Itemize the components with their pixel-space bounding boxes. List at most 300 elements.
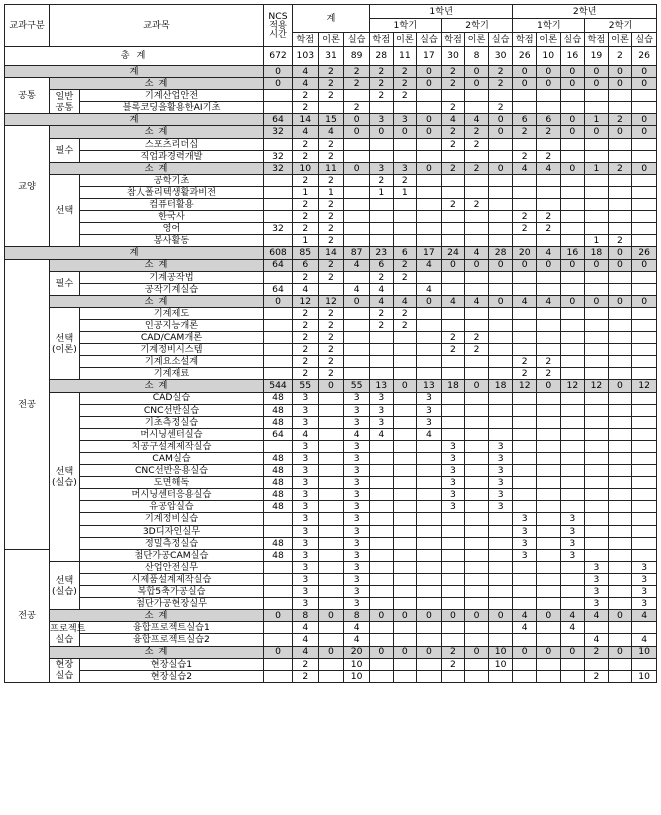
value-cell: [318, 658, 344, 670]
value-cell: 2: [370, 307, 394, 319]
value-cell: 3: [560, 537, 585, 549]
value-cell: 2: [441, 646, 465, 658]
value-cell: [393, 332, 417, 344]
value-cell: 3: [292, 598, 318, 610]
value-cell: [465, 489, 489, 501]
value-cell: [417, 501, 442, 513]
value-cell: [318, 525, 344, 537]
value-cell: [585, 283, 609, 295]
value-cell: [560, 598, 585, 610]
minor-category-cell: [49, 90, 79, 114]
value-cell: [393, 489, 417, 501]
value-cell: [585, 392, 609, 404]
value-cell: [585, 344, 609, 356]
value-cell: 3: [292, 416, 318, 428]
subject-name: 스포츠리더십: [79, 138, 263, 150]
value-cell: [585, 186, 609, 198]
value-cell: 3: [292, 489, 318, 501]
value-cell: [393, 525, 417, 537]
subject-row: [5, 537, 657, 549]
value-cell: 0: [465, 646, 489, 658]
grand-total-cell: 89: [344, 47, 370, 66]
subject-row: [5, 416, 657, 428]
value-cell: [608, 537, 632, 549]
value-cell: [417, 235, 442, 247]
value-cell: 12: [585, 380, 609, 392]
value-cell: [560, 573, 585, 585]
value-cell: [537, 501, 561, 513]
value-cell: [585, 102, 609, 114]
value-cell: [417, 440, 442, 452]
value-cell: [560, 332, 585, 344]
value-cell: 1: [292, 186, 318, 198]
value-cell: [537, 235, 561, 247]
value-cell: [632, 477, 657, 489]
value-cell: 4: [465, 247, 489, 259]
value-cell: [560, 223, 585, 235]
value-cell: [608, 404, 632, 416]
value-cell: [560, 477, 585, 489]
value-cell: 2: [344, 66, 370, 78]
value-cell: [585, 271, 609, 283]
value-cell: [441, 598, 465, 610]
value-cell: 48: [264, 489, 293, 501]
value-cell: 3: [344, 489, 370, 501]
value-cell: 2: [318, 319, 344, 331]
value-cell: [465, 453, 489, 465]
header-ncs-line2: 적용: [269, 19, 287, 31]
value-cell: 2: [292, 271, 318, 283]
value-cell: 48: [264, 416, 293, 428]
value-cell: [513, 283, 537, 295]
value-cell: [370, 344, 394, 356]
value-cell: [264, 186, 293, 198]
value-cell: 0: [417, 78, 442, 90]
value-cell: [441, 416, 465, 428]
value-cell: 2: [441, 138, 465, 150]
value-cell: [264, 368, 293, 380]
value-cell: [370, 235, 394, 247]
value-cell: 3: [488, 501, 513, 513]
value-cell: [417, 670, 442, 682]
value-cell: [465, 102, 489, 114]
value-cell: [488, 307, 513, 319]
value-cell: [370, 658, 394, 670]
value-cell: [585, 622, 609, 634]
value-cell: [513, 670, 537, 682]
value-cell: 0: [608, 259, 632, 271]
total-label: 계: [5, 114, 264, 126]
minor-category-label: 실습: [55, 670, 74, 682]
value-cell: 2: [441, 102, 465, 114]
value-cell: [608, 513, 632, 525]
value-cell: [264, 658, 293, 670]
header-y2s2-practice: 실습: [632, 33, 657, 47]
value-cell: [264, 235, 293, 247]
value-cell: [344, 368, 370, 380]
value-cell: [264, 573, 293, 585]
value-cell: [585, 513, 609, 525]
value-cell: 12: [560, 380, 585, 392]
value-cell: [393, 513, 417, 525]
value-cell: [560, 211, 585, 223]
minor-category-cell: [49, 307, 79, 380]
value-cell: [393, 150, 417, 162]
value-cell: [441, 356, 465, 368]
value-cell: [632, 344, 657, 356]
value-cell: 12: [513, 380, 537, 392]
value-cell: [537, 477, 561, 489]
value-cell: [560, 319, 585, 331]
value-cell: [608, 453, 632, 465]
value-cell: [560, 440, 585, 452]
value-cell: [441, 90, 465, 102]
value-cell: 48: [264, 501, 293, 513]
value-cell: [417, 525, 442, 537]
value-cell: 0: [560, 78, 585, 90]
value-cell: 1: [318, 186, 344, 198]
value-cell: 0: [465, 66, 489, 78]
value-cell: [393, 392, 417, 404]
value-cell: [393, 416, 417, 428]
value-cell: [632, 271, 657, 283]
value-cell: 3: [488, 477, 513, 489]
subject-name: 공작기계실습: [79, 283, 263, 295]
value-cell: [608, 598, 632, 610]
value-cell: 0: [513, 78, 537, 90]
value-cell: [393, 465, 417, 477]
value-cell: [488, 319, 513, 331]
value-cell: [488, 622, 513, 634]
value-cell: [608, 622, 632, 634]
value-cell: 0: [608, 247, 632, 259]
value-cell: [465, 392, 489, 404]
value-cell: [585, 307, 609, 319]
grand-total-label: 총 계: [5, 47, 264, 66]
curriculum-table-container: [4, 4, 657, 683]
value-cell: [393, 344, 417, 356]
value-cell: 64: [264, 114, 293, 126]
value-cell: 0: [417, 114, 442, 126]
value-cell: 4: [292, 622, 318, 634]
value-cell: [513, 598, 537, 610]
subject-name: 3D디자인실무: [79, 525, 263, 537]
value-cell: 2: [292, 223, 318, 235]
value-cell: [488, 223, 513, 235]
value-cell: [370, 102, 394, 114]
value-cell: 0: [537, 66, 561, 78]
value-cell: 0: [560, 646, 585, 658]
value-cell: [344, 307, 370, 319]
header-ncs-line3: 시간: [269, 29, 287, 41]
subtotal-row: [5, 610, 657, 622]
subtotal-row: [5, 259, 657, 271]
value-cell: 2: [292, 211, 318, 223]
header-category: 교과구분: [5, 5, 50, 47]
minor-category-label: 선택: [55, 465, 74, 477]
value-cell: [465, 404, 489, 416]
value-cell: 2: [537, 223, 561, 235]
value-cell: 4: [292, 283, 318, 295]
value-cell: 4: [344, 622, 370, 634]
value-cell: [393, 138, 417, 150]
value-cell: [585, 199, 609, 211]
value-cell: 0: [585, 126, 609, 138]
subject-row: [5, 598, 657, 610]
value-cell: [488, 404, 513, 416]
value-cell: [488, 586, 513, 598]
value-cell: [441, 368, 465, 380]
value-cell: 48: [264, 404, 293, 416]
value-cell: [632, 319, 657, 331]
value-cell: [264, 440, 293, 452]
value-cell: 0: [513, 66, 537, 78]
subject-name: 참人폴리텍생활과비전: [79, 186, 263, 198]
value-cell: 0: [264, 610, 293, 622]
grand-total-cell: 26: [632, 47, 657, 66]
value-cell: [632, 658, 657, 670]
value-cell: [465, 501, 489, 513]
value-cell: [560, 174, 585, 186]
subtotal-label: 소 계: [49, 295, 263, 307]
minor-category-label: (실습): [51, 476, 77, 488]
value-cell: [488, 199, 513, 211]
value-cell: [608, 199, 632, 211]
value-cell: [560, 186, 585, 198]
grand-total-cell: 31: [318, 47, 344, 66]
minor-category-label: 일반: [55, 90, 74, 102]
value-cell: [465, 356, 489, 368]
minor-category-label: 프로젝트: [49, 622, 86, 634]
value-cell: [537, 90, 561, 102]
value-cell: 4: [370, 295, 394, 307]
value-cell: [513, 465, 537, 477]
value-cell: 3: [344, 573, 370, 585]
value-cell: [585, 477, 609, 489]
value-cell: [264, 356, 293, 368]
value-cell: 4: [370, 428, 394, 440]
value-cell: 0: [393, 380, 417, 392]
value-cell: [513, 271, 537, 283]
value-cell: [608, 477, 632, 489]
value-cell: [537, 271, 561, 283]
value-cell: 16: [560, 247, 585, 259]
value-cell: 48: [264, 392, 293, 404]
value-cell: 2: [370, 90, 394, 102]
value-cell: [465, 416, 489, 428]
value-cell: 3: [292, 561, 318, 573]
value-cell: [441, 404, 465, 416]
value-cell: [632, 465, 657, 477]
value-cell: [560, 489, 585, 501]
value-cell: [441, 319, 465, 331]
subject-row: [5, 670, 657, 682]
value-cell: [513, 186, 537, 198]
value-cell: 0: [264, 66, 293, 78]
value-cell: [585, 368, 609, 380]
value-cell: 2: [370, 271, 394, 283]
value-cell: 3: [292, 392, 318, 404]
value-cell: [488, 416, 513, 428]
header-y1s1-practice: 실습: [417, 33, 442, 47]
value-cell: 0: [537, 610, 561, 622]
value-cell: [608, 586, 632, 598]
value-cell: 0: [344, 295, 370, 307]
value-cell: 2: [292, 332, 318, 344]
subject-name: CNC선반실습: [79, 404, 263, 416]
value-cell: [632, 307, 657, 319]
value-cell: [608, 368, 632, 380]
minor-category-label: (이론): [51, 343, 77, 355]
value-cell: [417, 356, 442, 368]
value-cell: [488, 344, 513, 356]
value-cell: 3: [344, 465, 370, 477]
value-cell: 2: [465, 126, 489, 138]
value-cell: 3: [292, 453, 318, 465]
value-cell: [417, 573, 442, 585]
value-cell: 0: [560, 66, 585, 78]
value-cell: 87: [344, 247, 370, 259]
value-cell: [264, 634, 293, 646]
value-cell: [393, 634, 417, 646]
value-cell: [318, 634, 344, 646]
value-cell: [465, 186, 489, 198]
value-cell: [393, 356, 417, 368]
subject-name: 공학기초: [79, 174, 263, 186]
minor-category-label: 필수: [55, 277, 74, 289]
value-cell: 2: [292, 670, 318, 682]
value-cell: [441, 307, 465, 319]
value-cell: 0: [264, 646, 293, 658]
value-cell: 6: [537, 114, 561, 126]
value-cell: [393, 549, 417, 561]
value-cell: [393, 561, 417, 573]
value-cell: 2: [292, 150, 318, 162]
subject-row: [5, 271, 657, 283]
value-cell: 2: [292, 307, 318, 319]
value-cell: 3: [370, 404, 394, 416]
value-cell: 18: [441, 380, 465, 392]
value-cell: [632, 356, 657, 368]
value-cell: [632, 138, 657, 150]
value-cell: [537, 670, 561, 682]
value-cell: 4: [318, 126, 344, 138]
value-cell: 3: [488, 453, 513, 465]
value-cell: 3: [513, 525, 537, 537]
value-cell: 2: [370, 78, 394, 90]
subject-row: [5, 561, 657, 573]
subject-name: 기계재료: [79, 368, 263, 380]
subject-row: [5, 392, 657, 404]
value-cell: 3: [488, 440, 513, 452]
subtotal-row: [5, 295, 657, 307]
value-cell: [632, 90, 657, 102]
value-cell: [393, 223, 417, 235]
value-cell: [393, 573, 417, 585]
value-cell: [393, 598, 417, 610]
value-cell: 0: [608, 610, 632, 622]
value-cell: [417, 332, 442, 344]
value-cell: [560, 307, 585, 319]
value-cell: [465, 235, 489, 247]
value-cell: 2: [537, 368, 561, 380]
header-total-credit: 학점: [292, 33, 318, 47]
value-cell: [537, 573, 561, 585]
value-cell: 3: [344, 586, 370, 598]
value-cell: 3: [344, 598, 370, 610]
value-cell: 2: [393, 174, 417, 186]
value-cell: 4: [417, 283, 442, 295]
value-cell: [488, 174, 513, 186]
value-cell: 0: [608, 66, 632, 78]
value-cell: 2: [318, 66, 344, 78]
value-cell: 0: [608, 380, 632, 392]
subtotal-label: 소 계: [49, 162, 263, 174]
value-cell: 3: [441, 489, 465, 501]
subject-name: 기계산업안전: [79, 90, 263, 102]
value-cell: [370, 634, 394, 646]
value-cell: [488, 392, 513, 404]
value-cell: [513, 561, 537, 573]
value-cell: [370, 211, 394, 223]
subtotal-row: [5, 78, 657, 90]
value-cell: 0: [585, 259, 609, 271]
value-cell: 4: [370, 283, 394, 295]
value-cell: 0: [608, 126, 632, 138]
value-cell: 0: [560, 162, 585, 174]
value-cell: [608, 392, 632, 404]
value-cell: [318, 670, 344, 682]
value-cell: [465, 174, 489, 186]
value-cell: [417, 174, 442, 186]
value-cell: 2: [292, 174, 318, 186]
value-cell: 2: [608, 162, 632, 174]
header-y2s1-theory: 이론: [537, 33, 561, 47]
value-cell: [560, 428, 585, 440]
value-cell: [585, 138, 609, 150]
value-cell: 3: [393, 114, 417, 126]
value-cell: [488, 561, 513, 573]
value-cell: 3: [370, 114, 394, 126]
value-cell: [608, 634, 632, 646]
subject-name: 복합5축가공실습: [79, 586, 263, 598]
value-cell: [585, 319, 609, 331]
value-cell: 0: [488, 162, 513, 174]
value-cell: 10: [632, 670, 657, 682]
value-cell: 20: [344, 646, 370, 658]
value-cell: [417, 658, 442, 670]
value-cell: 1: [370, 186, 394, 198]
value-cell: [370, 525, 394, 537]
subject-name: 산업안전실무: [79, 561, 263, 573]
header-year2: 2학년: [513, 5, 657, 19]
value-cell: 0: [465, 610, 489, 622]
value-cell: [537, 138, 561, 150]
value-cell: 4: [465, 295, 489, 307]
value-cell: [537, 283, 561, 295]
subject-row: [5, 634, 657, 646]
value-cell: [417, 477, 442, 489]
value-cell: 0: [417, 66, 442, 78]
subject-name: CAD/CAM개론: [79, 332, 263, 344]
value-cell: [608, 525, 632, 537]
grand-total-cell: 19: [585, 47, 609, 66]
value-cell: [560, 368, 585, 380]
value-cell: 2: [318, 78, 344, 90]
value-cell: [488, 235, 513, 247]
value-cell: [318, 453, 344, 465]
value-cell: 2: [292, 368, 318, 380]
